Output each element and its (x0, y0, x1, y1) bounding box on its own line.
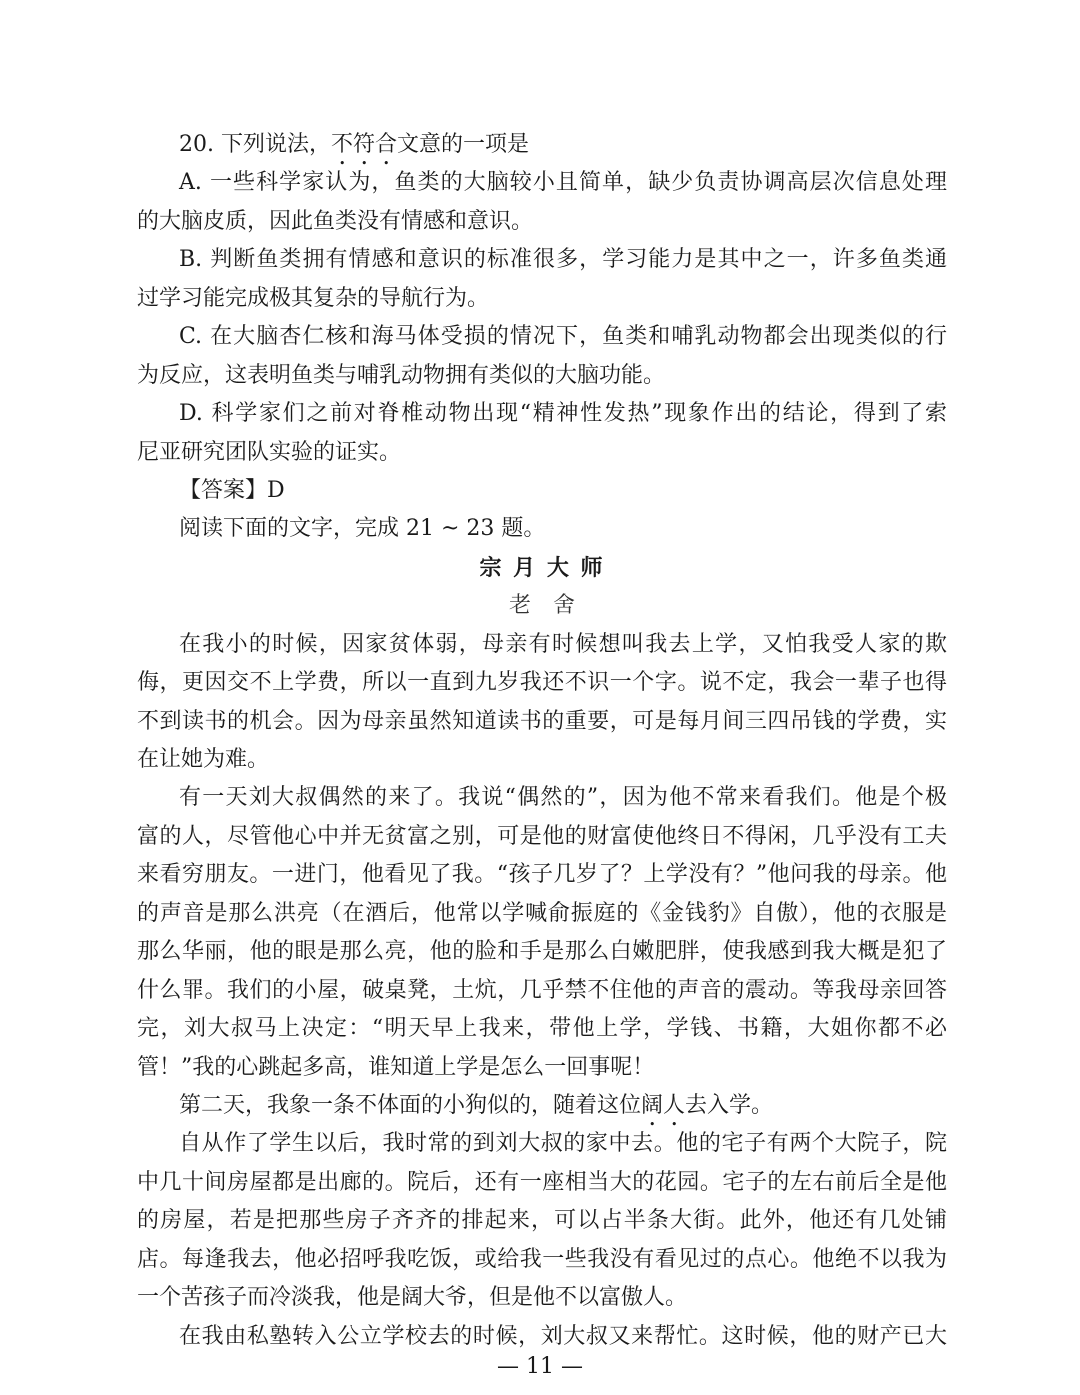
text-line: 不到读书的机会。因为母亲虽然知道读书的重要，可是每月间三四吊钱的学费，实 (137, 708, 947, 734)
text-line: C. 在大脑杏仁核和海马体受损的情况下，鱼类和哺乳动物都会出现类似的行 (179, 324, 947, 350)
text-line: B. 判断鱼类拥有情感和意识的标准很多，学习能力是其中之一，许多鱼类通 (179, 247, 947, 273)
document-page (137, 126, 947, 1356)
text-line: 自从作了学生以后，我时常的到刘大叔的家中去。他的宅子有两个大院子，院 (179, 1131, 947, 1157)
text-line: 一个苦孩子而冷淡我，他是阔大爷，但是他不以富傲人。 (137, 1285, 688, 1311)
text-line: 富的人，尽管他心中并无贫富之别，可是他的财富使他终日不得闲，几乎没有工夫 (137, 823, 947, 849)
text-line: 过学习能完成极其复杂的导航行为。 (137, 285, 490, 311)
article-author: 老 舍 (508, 593, 575, 619)
text-line (137, 126, 947, 164)
text-line: 来看穷朋友。一进门，他看见了我。“孩子几岁了？上学没有？”他问我的母亲。他 (137, 862, 947, 888)
text-line: 管！”我的心跳起多高，谁知道上学是怎么一回事呢！ (137, 1054, 655, 1080)
text-line: 侮，更因交不上学费，所以一直到九岁我还不识一个字。说不定，我会一辈子也得 (137, 670, 947, 696)
text-line: 为反应，这表明鱼类与哺乳动物拥有类似的大脑功能。 (137, 362, 666, 388)
article-title: 宗 月 大 师 (479, 554, 605, 581)
text-line (137, 1087, 947, 1125)
text-line: D. 科学家们之前对脊椎动物出现“精神性发热”现象作出的结论，得到了索 (179, 401, 947, 427)
emphasized-text: 不符合 (330, 132, 397, 157)
text-line: 在我由私塾转入公立学校去的时候，刘大叔又来帮忙。这时候，他的财产已大 (179, 1323, 947, 1349)
text-segment: 第二天，我象一条不体面的小狗似的，随着这位 (179, 1092, 642, 1118)
text-line: 阅读下面的文字，完成 21 ~ 23 题。 (179, 516, 546, 542)
text-segment: 去入学。 (685, 1092, 774, 1118)
text-line: 的大脑皮质，因此鱼类没有情感和意识。 (137, 208, 534, 234)
text-line: 的房屋，若是把那些房子齐齐的排起来，可以占半条大街。此外，他还有几处铺 (137, 1208, 947, 1234)
text-line: 那么华丽，他的眼是那么亮，他的脸和手是那么白嫩肥胖，使我感到我大概是犯了 (137, 939, 947, 965)
text-segment: 20. 下列说法， (179, 132, 331, 157)
text-line: 尼亚研究团队实验的证实。 (137, 439, 402, 465)
text-line: 的声音是那么洪亮（在酒后，他常以学喊俞振庭的《金钱豹》自傲），他的衣服是 (137, 900, 947, 926)
text-line: 什么罪。我们的小屋，破桌凳，土炕，几乎禁不住他的声音的震动。等我母亲回答 (137, 977, 947, 1003)
text-line: 在我小的时候，因家贫体弱，母亲有时候想叫我去上学，又怕我受人家的欺 (179, 631, 947, 657)
text-line: 在让她为难。 (137, 747, 270, 772)
page-number: — 11 — (497, 1354, 583, 1379)
text-line: 中几十间房屋都是出廊的。院后，还有一座相当大的花园。宅子的左右前后全是他 (137, 1169, 947, 1195)
text-line: 店。每逢我去，他必招呼我吃饭，或给我一些我没有看见过的点心。他绝不以我为 (137, 1246, 947, 1272)
text-line: 完，刘大叔马上决定：“明天早上我来，带他上学，学钱、书籍，大姐你都不必 (137, 1016, 947, 1042)
emphasized-text: 阔人 (641, 1092, 686, 1118)
text-line: 【答案】D (179, 477, 285, 503)
text-line: A. 一些科学家认为，鱼类的大脑较小且简单，缺少负责协调高层次信息处理 (179, 170, 947, 196)
text-line: 有一天刘大叔偶然的来了。我说“偶然的”，因为他不常来看我们。他是个极 (179, 785, 947, 811)
text-segment: 文意的一项是 (397, 132, 530, 157)
